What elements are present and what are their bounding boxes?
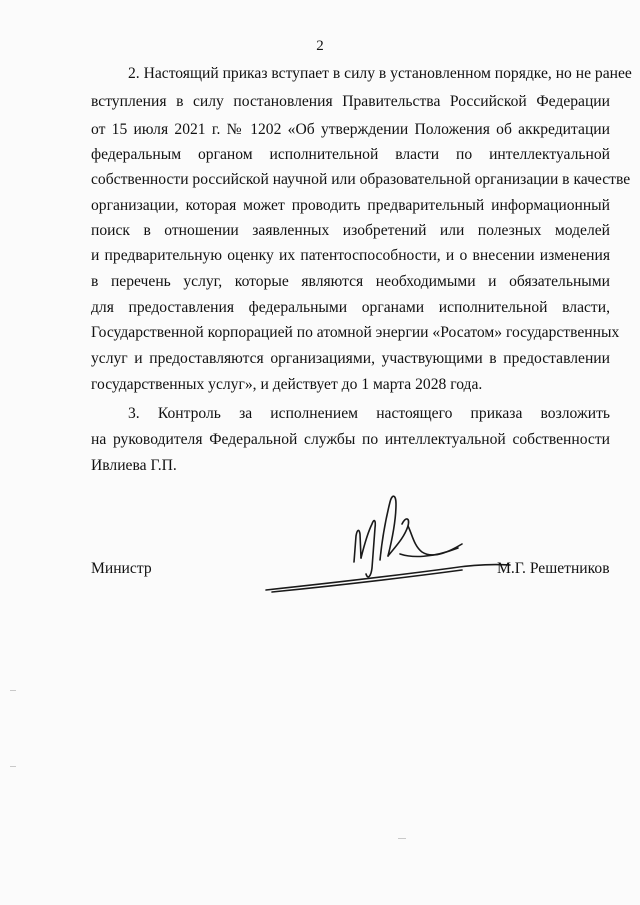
paragraph-2-line-7: поиск в отношении заявленных изобретений или полезных моделей xyxy=(91,222,610,239)
paragraph-2-line-3: от 15 июля 2021 г. № 1202 «Об утверждении Положения об аккредитации xyxy=(91,121,610,138)
paragraph-3-line-1: 3. Контроль за исполнением настоящего приказа возложить xyxy=(128,405,610,422)
paragraph-3-line-2: на руководителя Федеральной службы по интеллектуальной собственности xyxy=(91,431,610,448)
paragraph-2-line-6: организации, которая может проводить предварительный информационный xyxy=(91,197,610,214)
paragraph-2-line-8: и предварительную оценку их патентоспособности, и о внесении изменения xyxy=(91,247,610,264)
paragraph-2-line-13: государственных услуг», и действует до 1 марта 2028 года. xyxy=(91,376,483,393)
paragraph-2-line-2: вступления в силу постановления Правительства Российской Федерации xyxy=(91,93,610,110)
scan-mark xyxy=(10,690,16,691)
paragraph-2-line-10: для предоставления федеральными органами исполнительной власти, xyxy=(91,299,610,316)
page-number: 2 xyxy=(316,38,324,54)
paragraph-2-line-1: 2. Настоящий приказ вступает в силу в установленном порядке, но не ранее xyxy=(128,65,632,82)
paragraph-2-line-5: собственности российской научной или образовательной организации в качестве xyxy=(91,171,631,188)
paragraph-3-line-3: Ивлиева Г.П. xyxy=(91,457,177,474)
signatory-name: М.Г. Решетников xyxy=(497,560,610,577)
handwritten-signature xyxy=(262,488,512,600)
paragraph-2-line-9: в перечень услуг, которые являются необходимыми и обязательными xyxy=(91,273,610,290)
scan-mark xyxy=(10,766,16,767)
paragraph-2-line-4: федеральным органом исполнительной власти по интеллектуальной xyxy=(91,146,610,163)
scan-mark xyxy=(398,838,406,839)
paragraph-2-line-12: услуг и предоставляются организациями, участвующими в предоставлении xyxy=(91,350,610,367)
signatory-position: Министр xyxy=(91,560,152,577)
paragraph-2-line-11: Государственной корпорацией по атомной энергии «Росатом» государственных xyxy=(91,324,620,341)
